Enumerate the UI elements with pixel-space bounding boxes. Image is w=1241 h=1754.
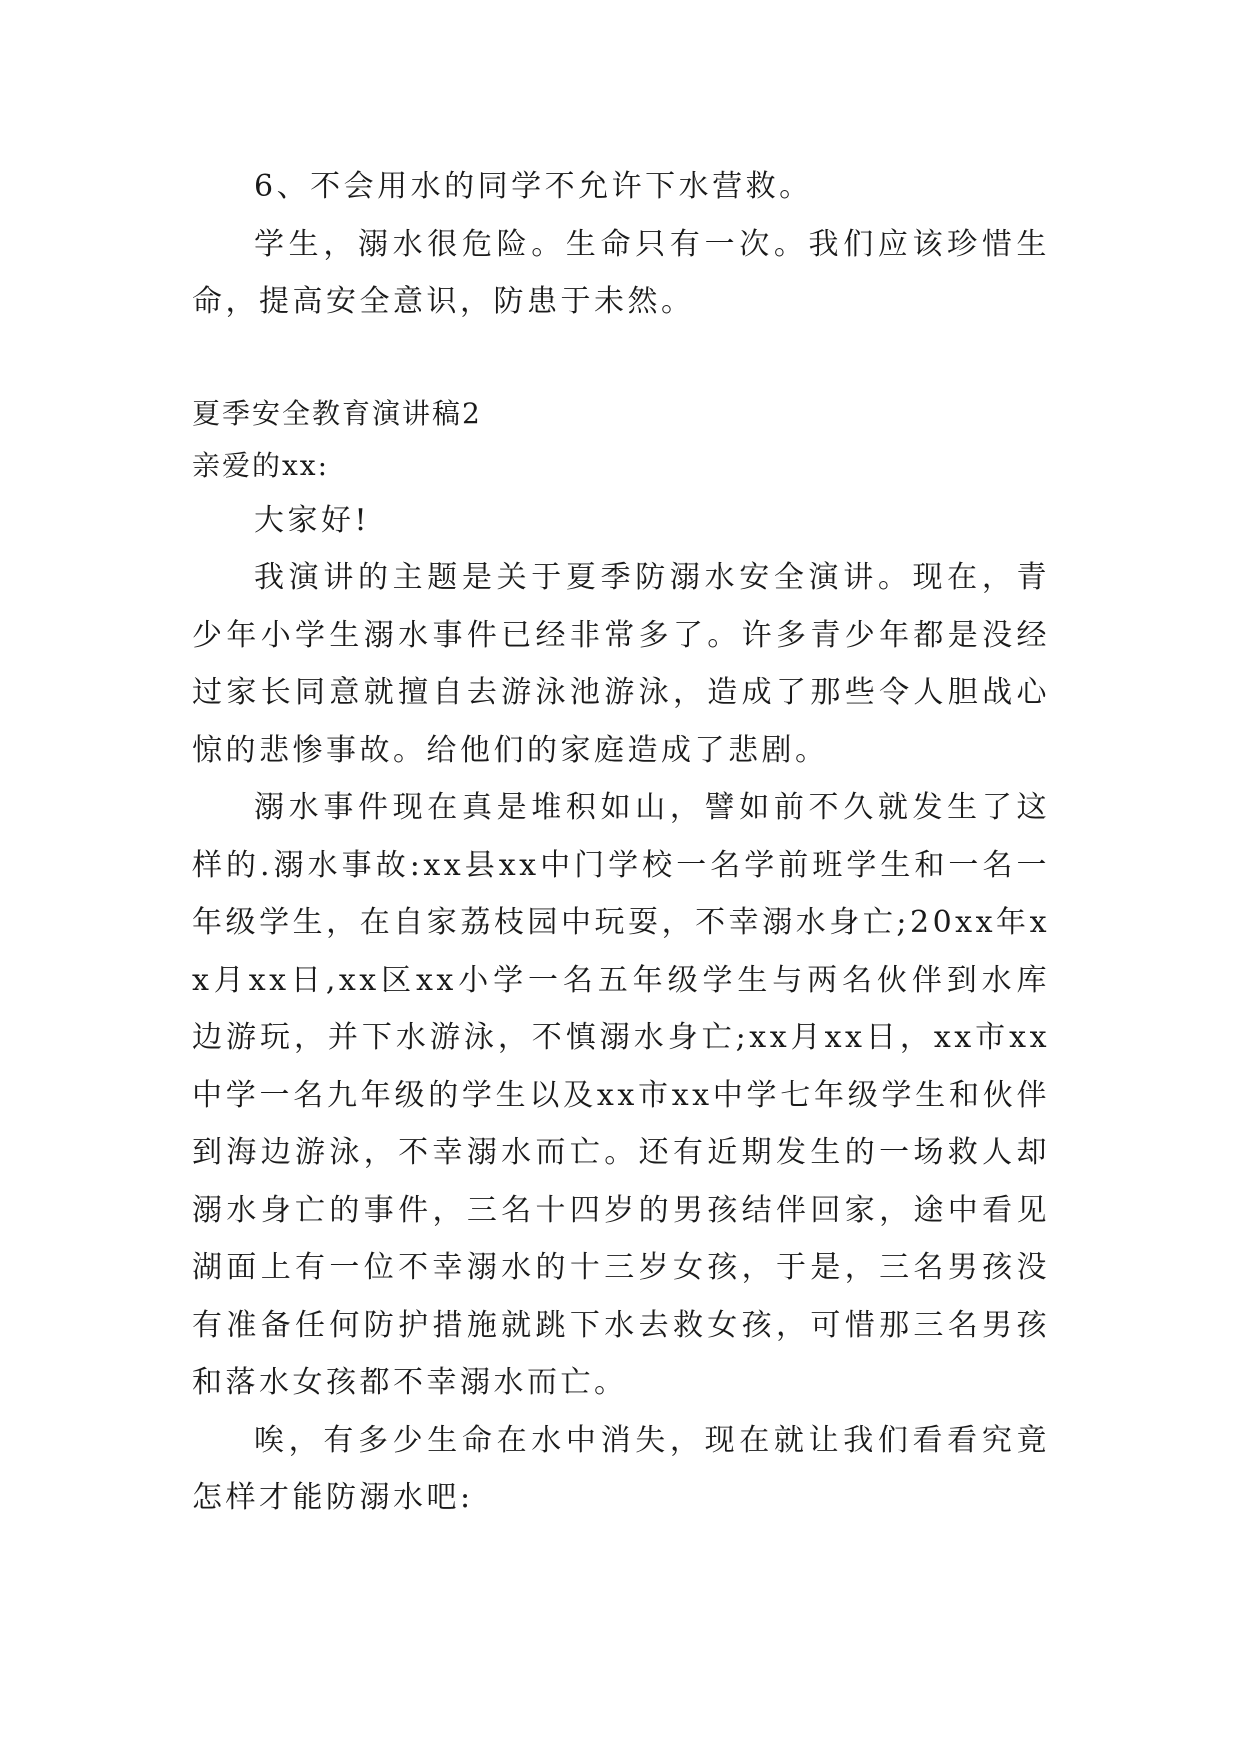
section-title: 夏季安全教育演讲稿2 [192, 396, 482, 430]
list-item-6: 6、不会用水的同学不允许下水营救。 [254, 169, 813, 204]
body-paragraph-1: 我演讲的主题是关于夏季防溺水安全演讲。现在，青少年小学生溺水事件已经非常多了。许多青少年都是没经过家长同意就擅自去游泳池游泳，造成了那些令人胆战心惊的悲惨事故。给他们的家庭造成了悲剧。 [192, 560, 1050, 768]
closing-paragraph: 学生，溺水很危险。生命只有一次。我们应该珍惜生命，提高安全意识，防患于未然。 [192, 226, 1050, 319]
document-page [192, 158, 1050, 1527]
body-paragraph-2: 溺水事件现在真是堆积如山，譬如前不久就发生了这样的.溺水事故:xx县xx中门学校一名学前班学生和一名一年级学生，在自家荔枝园中玩耍，不幸溺水身亡;20xx年xx月xx日,xx区xx小学一名五年级学生与两名伙伴到水库边游玩，并下水游泳，不慎溺水身亡;xx月xx日，xx市xx中学一名九年级的学生以及xx市xx中学七年级学生和伙伴到海边游泳，不幸溺水而亡。还有近期发生的一场救人却溺水身亡的事件，三名十四岁的男孩结伴回家，途中看见湖面上有一位不幸溺水的十三岁女孩，于是，三名男孩没有准备任何防护措施就跳下水去救女孩，可惜那三名男孩和落水女孩都不幸溺水而亡。 [192, 790, 1050, 1400]
salutation: 亲爱的xx: [192, 448, 330, 482]
greeting: 大家好! [254, 502, 371, 538]
body-paragraph-3: 唉，有多少生命在水中消失，现在就让我们看看究竟怎样才能防溺水吧: [192, 1422, 1050, 1515]
